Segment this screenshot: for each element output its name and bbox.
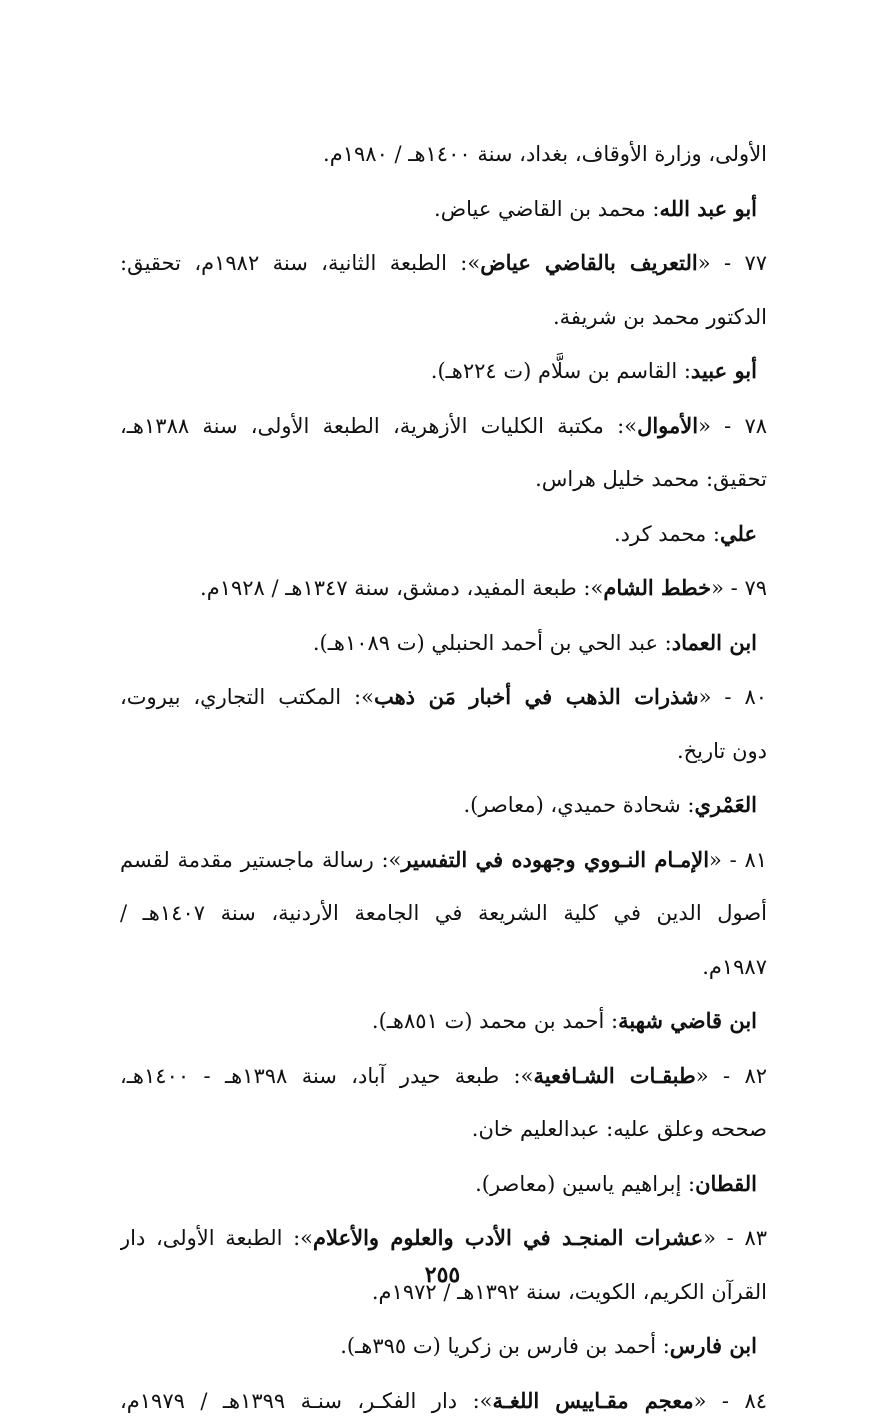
book-entry-84: ٨٤ - «معجم مقـاييس اللغـة»: دار الفكـر، سنـة ١٣٩٩هـ / ١٩٧٩م، [120, 1374, 767, 1428]
book-entry-82: ٨٢ - «طبقـات الشـافعية»: طبعة حيدر آباد، سنة ١٣٩٨هـ - ١٤٠٠هـ، [120, 1049, 767, 1104]
author-entry-ibn-al-imad: ابن العماد: عبد الحي بن أحمد الحنبلي (ت ١٠٨٩هـ). [120, 616, 767, 671]
author-name: ابن قاضي شهبة [618, 1008, 757, 1033]
book-title: طبقـات الشـافعية [533, 1063, 695, 1088]
book-entry-79: ٧٩ - «خطط الشام»: طبعة المفيد، دمشق، سنة ١٣٤٧هـ / ١٩٢٨م. [120, 561, 767, 616]
book-title: التعريف بالقاضي عياض [480, 250, 698, 275]
text-line-19: صححه وعلق عليه: عبدالعليم خان. [120, 1103, 767, 1157]
book-title: شذرات الذهب في أخبار مَن ذهب [374, 684, 699, 709]
author-name: ابن فارس [670, 1333, 757, 1358]
book-entry-78: ٧٨ - «الأموال»: مكتبة الكليات الأزهرية، الطبعة الأولى، سنة ١٣٨٨هـ، [120, 399, 767, 454]
page-number: ٢٥٥ [0, 1262, 885, 1288]
author-name: العَمْري [694, 792, 757, 817]
author-entry-ibn-faris: ابن فارس: أحمد بن فارس بن زكريا (ت ٣٩٥هـ). [120, 1319, 767, 1374]
text-line-22: القرآن الكريم، الكويت، سنة ١٣٩٢هـ / ١٩٧٢م. [120, 1266, 767, 1320]
author-entry-ali: علي: محمد كرد. [120, 507, 767, 562]
author-name: القطان [695, 1171, 757, 1196]
text-line-12: دون تاريخ. [120, 725, 767, 779]
author-entry-al-umari: العَمْري: شحادة حميدي، (معاصر). [120, 778, 767, 833]
book-title: معجم مقـاييس اللغـة [493, 1388, 694, 1413]
text-line-4: الدكتور محمد بن شريفة. [120, 291, 767, 345]
book-entry-81: ٨١ - «الإمـام النـووي وجهوده في التفسير»: رسالة ماجستير مقدمة لقسم [120, 833, 767, 888]
book-entry-83: ٨٣ - «عشرات المنجـد في الأدب والعلوم والأعلام»: الطبعة الأولى، دار [120, 1211, 767, 1266]
book-title: الإمـام النـووي وجهوده في التفسير [401, 847, 709, 872]
author-entry-ibn-qadi-shuhba: ابن قاضي شهبة: أحمد بن محمد (ت ٨٥١هـ). [120, 994, 767, 1049]
author-name: أبو عبيد [691, 358, 757, 383]
bibliography-text [120, 128, 767, 1428]
author-name: ابن العماد [672, 630, 757, 655]
book-title: الأموال [637, 413, 698, 438]
text-line-1: الأولى، وزارة الأوقاف، بغداد، سنة ١٤٠٠هـ / ١٩٨٠م. [120, 128, 767, 182]
book-title: خطط الشام [603, 575, 711, 600]
book-entry-80: ٨٠ - «شذرات الذهب في أخبار مَن ذهب»: المكتب التجاري، بيروت، [120, 670, 767, 725]
author-entry-abu-abdullah: أبو عبد الله: محمد بن القاضي عياض. [120, 182, 767, 237]
text-line-15: أصول الدين في كلية الشريعة في الجامعة الأردنية، سنة ١٤٠٧هـ / [120, 887, 767, 941]
author-entry-abu-ubaid: أبو عبيد: القاسم بن سلَّام (ت ٢٢٤هـ). [120, 344, 767, 399]
book-title: عشرات المنجـد في الأدب والعلوم والأعلام [313, 1225, 703, 1250]
author-name: أبو عبد الله [660, 196, 757, 221]
author-name: علي [720, 521, 757, 546]
text-line-7: تحقيق: محمد خليل هراس. [120, 453, 767, 507]
author-entry-al-qattan: القطان: إبراهيم ياسين (معاصر). [120, 1157, 767, 1212]
book-entry-77: ٧٧ - «التعريف بالقاضي عياض»: الطبعة الثانية، سنة ١٩٨٢م، تحقيق: [120, 236, 767, 291]
text-line-16: ١٩٨٧م. [120, 941, 767, 995]
